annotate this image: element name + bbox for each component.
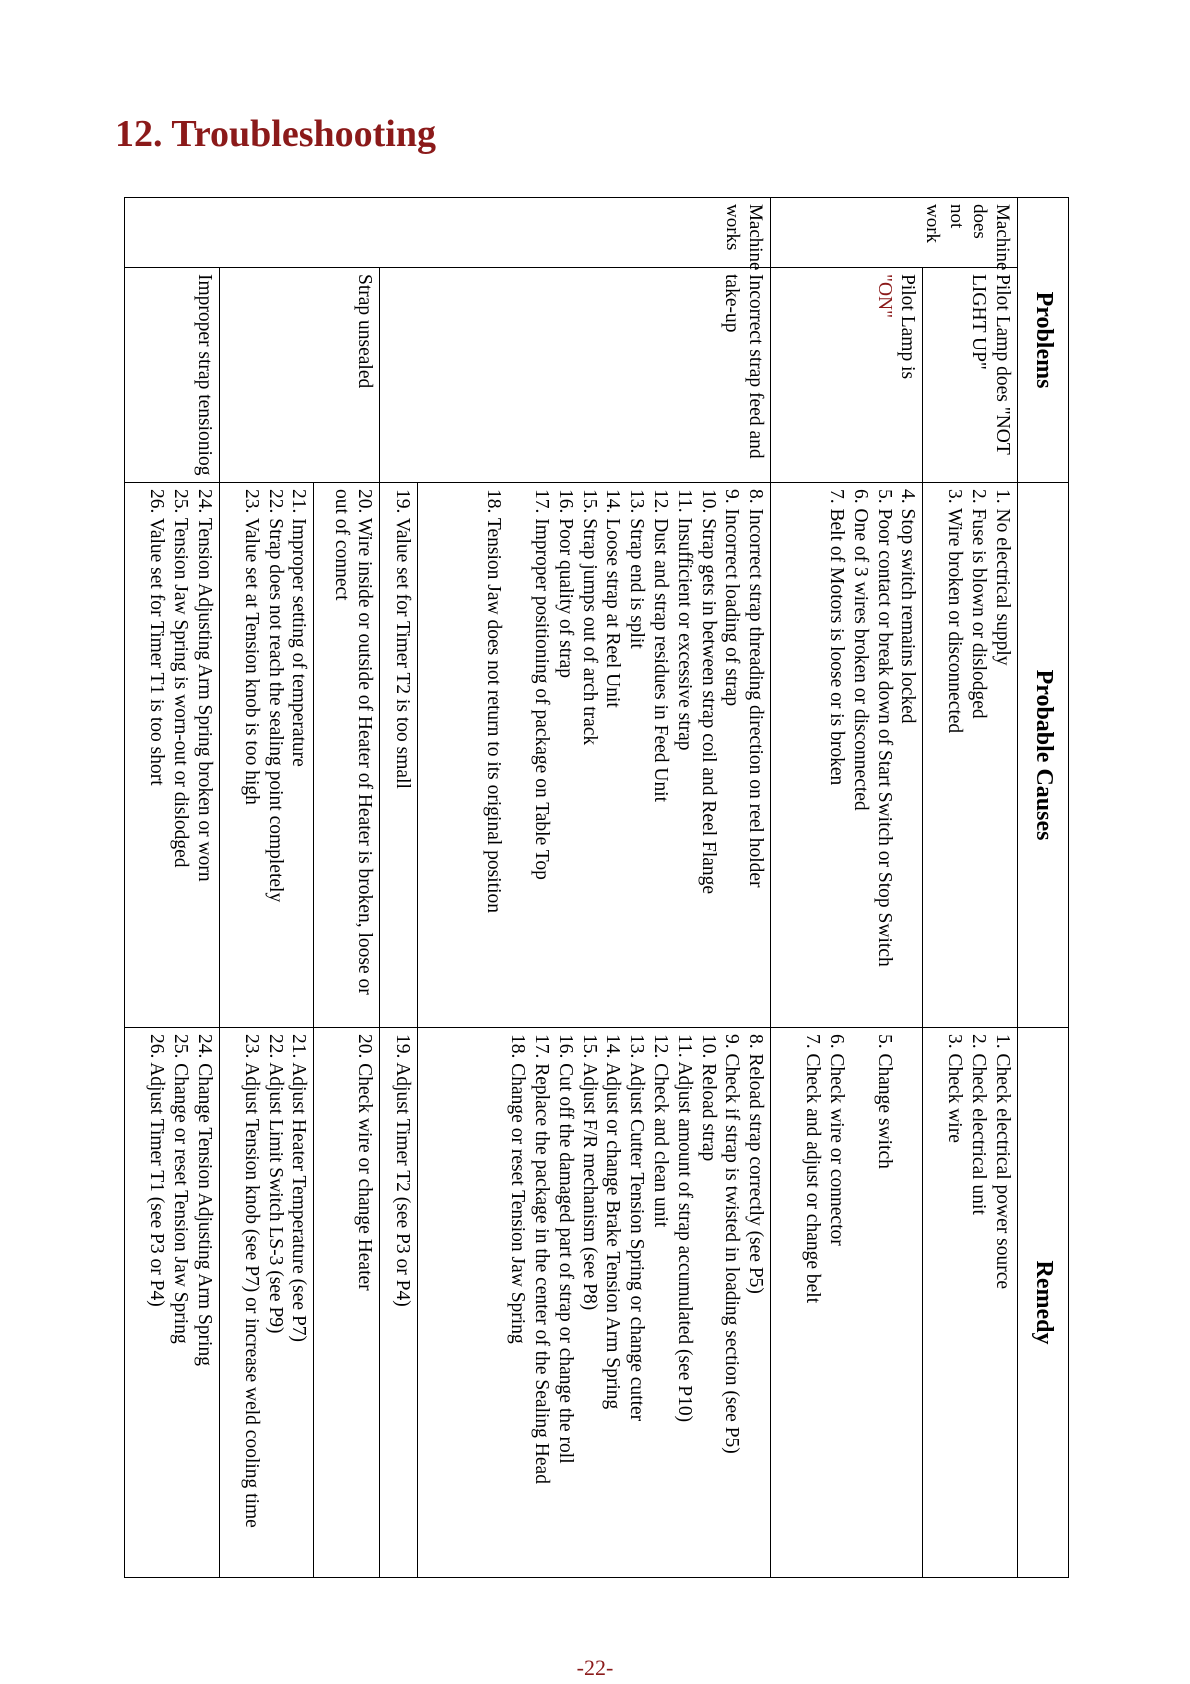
cause-item: 9. Incorrect loading of strap xyxy=(721,489,743,707)
causes-group-3 xyxy=(417,483,770,1028)
remedy-item: 18. Change or reset Tension Jaw Spring xyxy=(507,1034,529,1344)
causes-group-6 xyxy=(219,483,314,1028)
cause-item: 22. Strap does not reach the sealing point completely xyxy=(264,489,286,903)
remedy-item: 8. Reload strap correctly (see P5) xyxy=(745,1034,767,1294)
cause-item: 5. Poor contact or break down of Start Switch or Stop Switch xyxy=(873,489,895,967)
cause-item: 11. Insufficient or excessive strap xyxy=(673,489,695,751)
remedy-item: 14. Adjust or change Brake Tension Arm Spring xyxy=(602,1034,624,1410)
remedy-spacer xyxy=(848,1034,872,1571)
problem-pilot-lamp-off: Pilot Lamp does "NOT LIGHT UP" xyxy=(923,268,1018,483)
remedy-item: 16. Cut off the damaged part of strap or change the roll xyxy=(554,1034,576,1464)
remedy-item: 19. Adjust Timer T2 (see P3 or P4) xyxy=(391,1034,413,1307)
problem-incorrect-feed: Incorrect strap feed and take-up xyxy=(380,268,771,483)
cause-item: 15. Strap jumps out of arch track xyxy=(578,489,600,746)
category-works: Machine works xyxy=(125,198,771,268)
problem-improper-tensioning: Improper strap tensioniog xyxy=(125,268,220,483)
remedy-item: 15. Adjust F/R mechanism (see P8) xyxy=(578,1034,600,1311)
header-problems: Problems xyxy=(1018,198,1069,483)
header-remedy: Remedy xyxy=(1018,1028,1069,1578)
cause-item: 23. Value set at Tension knob is too high xyxy=(240,489,262,805)
problem-strap-unsealed: Strap unsealed xyxy=(219,268,380,483)
cause-spacer xyxy=(506,489,530,1021)
cause-item: 21. Improper setting of temperature xyxy=(288,489,310,767)
cause-item: 13. Strap end is split xyxy=(626,489,648,649)
cause-item: 6. One of 3 wires broken or disconnected xyxy=(849,489,871,811)
cause-item: 4. Stop switch remains locked xyxy=(897,489,919,724)
cause-item: 26. Value set for Timer T1 is too short xyxy=(146,489,168,786)
remedy-item: 11. Adjust amount of strap accumulated (see P10) xyxy=(673,1034,695,1423)
causes-group-2 xyxy=(771,483,923,1028)
remedies-group-1 xyxy=(923,1028,1018,1578)
remedies-group-7 xyxy=(125,1028,220,1578)
header-causes: Probable Causes xyxy=(1018,483,1069,1028)
troubleshooting-table xyxy=(124,197,1069,1578)
remedy-item: 13. Adjust Cutter Tension Spring or change cutter xyxy=(626,1034,648,1422)
troubleshooting-table-frame xyxy=(124,197,1069,1577)
causes-group-5 xyxy=(314,483,380,1028)
remedies-group-3 xyxy=(417,1028,770,1578)
remedy-item: 9. Check if strap is twisted in loading section (see P5) xyxy=(721,1034,743,1454)
cause-item: 1. No electrical supply xyxy=(992,489,1013,666)
cause-item: 14. Loose strap at Reel Unit xyxy=(602,489,624,708)
page-title: 12. Troubleshooting xyxy=(115,113,436,155)
cause-item: 24. Tension Adjusting Arm Spring broken or worn xyxy=(193,489,215,882)
remedy-item: 21. Adjust Heater Temperature (see P7) xyxy=(288,1034,310,1343)
remedy-spacer xyxy=(896,1034,920,1571)
cause-item: 8. Incorrect strap threading direction on reel holder xyxy=(745,489,767,888)
remedy-item: 17. Replace the package in the center of the Sealing Head xyxy=(531,1034,553,1484)
remedy-item: 2. Check electrical unit xyxy=(968,1034,990,1215)
cause-item: 10. Strap gets in between strap coil and Reel Flange xyxy=(697,489,719,895)
remedy-item: 20. Check wire or change Heater xyxy=(354,1034,376,1291)
remedies-group-2 xyxy=(771,1028,923,1578)
remedy-item: 7. Check and adjust or change belt xyxy=(802,1034,824,1304)
remedy-item: 26. Adjust Timer T1 (see P3 or P4) xyxy=(146,1034,168,1307)
remedy-item: 12. Check and clean unit xyxy=(649,1034,671,1228)
cause-item: 17. Improper positioning of package on Table Top xyxy=(531,489,553,880)
causes-group-7 xyxy=(125,483,220,1028)
remedies-group-6 xyxy=(219,1028,314,1578)
remedy-item: 23. Adjust Tension knob (see P7) or increase weld cooling time xyxy=(240,1034,262,1528)
remedy-item: 24. Change Tension Adjusting Arm Spring xyxy=(193,1034,215,1366)
category-not-work: Machine does not work xyxy=(771,198,1018,268)
remedies-group-4 xyxy=(380,1028,417,1578)
causes-group-1 xyxy=(923,483,1018,1028)
remedies-group-5 xyxy=(314,1028,380,1578)
remedy-item: 10. Reload strap xyxy=(697,1034,719,1162)
cause-item: 19. Value set for Timer T2 is too small xyxy=(391,489,413,789)
cause-item: 12. Dust and strap residues in Feed Unit xyxy=(649,489,671,803)
remedy-item: 22. Adjust Limit Switch LS-3 (see P9) xyxy=(264,1034,286,1334)
causes-group-4 xyxy=(380,483,417,1028)
cause-item: 18. Tension Jaw does not return to its original position xyxy=(483,489,505,914)
cause-item: 7. Belt of Motors is loose or is broken xyxy=(825,489,847,786)
cause-item: 25. Tension Jaw Spring is worn-out or dislodged xyxy=(170,489,191,868)
remedy-item: 5. Change switch xyxy=(873,1034,895,1169)
remedy-item: 1. Check electrical power source xyxy=(992,1034,1013,1290)
cause-item: 2. Fuse is blown or dislodged xyxy=(968,489,990,719)
page-number: -22- xyxy=(576,1655,614,1680)
cause-item: 20. Wire inside or outside of Heater of Heater is broken, loose or out of connect xyxy=(330,489,376,995)
remedy-item: 3. Check wire xyxy=(944,1034,966,1143)
problem-pilot-lamp-on: Pilot Lamp is "ON" xyxy=(771,268,923,483)
cause-item: 16. Poor quality of strap xyxy=(554,489,576,679)
cause-item: 3. Wire broken or disconnected xyxy=(944,489,966,734)
remedy-item: 25. Change or reset Tension Jaw Spring xyxy=(170,1034,191,1344)
remedy-item: 6. Check wire or connector xyxy=(825,1034,847,1246)
